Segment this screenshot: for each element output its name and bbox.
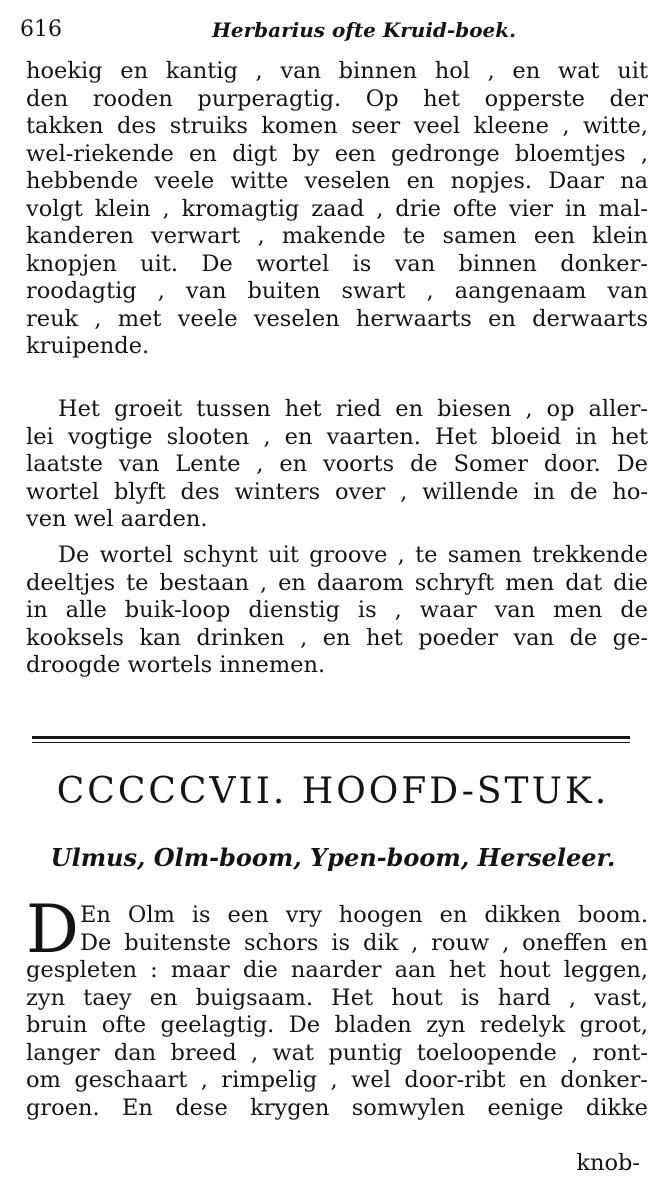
paragraph-virtues [26, 542, 648, 680]
plant-names: Ulmus, Olm-boom, Ypen-boom, Herseleer. [50, 843, 616, 872]
text-line: En Olm is een vry hoogen en dikken boom. [80, 902, 648, 928]
text-line: laatste van Lente , en voorts de Somer door. De [26, 451, 648, 477]
page-number: 616 [20, 17, 62, 42]
text-line: bruin ofte geelagtig. De bladen zyn redelyk groot, [26, 1012, 648, 1038]
catchword: knob- [576, 1150, 640, 1176]
chapter-heading: CCCCCVII. HOOFD-STUK. [56, 771, 610, 812]
text-line: reuk , met veele veselen herwaarts en derwaarts [26, 305, 648, 332]
text-line: roodagtig , van buiten swart , aangenaam van [26, 278, 648, 304]
text-line: hebbende veele witte veselen en nopjes. Daar na [26, 168, 648, 194]
text-line: lei vogtige slooten , en vaarten. Het bloeid in het [26, 423, 648, 450]
text-line: groen. En dese krygen somwylen eenige dikke [26, 1094, 648, 1121]
section-divider [32, 736, 630, 739]
text-line: den rooden purperagtig. Op het opperste der [26, 85, 648, 112]
text-line: kanderen verwart , makende te samen een klein [26, 223, 648, 249]
text-line: knopjen uit. De wortel is van binnen donker- [26, 250, 648, 277]
text-line: langer dan breed , wat puntig toeloopende , ront- [26, 1039, 648, 1066]
paragraph-ulmus [26, 891, 648, 1122]
paragraph-description [26, 58, 648, 361]
text-line: De wortel schynt uit groove , te samen trekkende [58, 542, 648, 568]
text-line: in alle buik-loop dienstig is , waar van men de [26, 597, 648, 623]
running-title: Herbarius ofte Kruid-boek. [212, 18, 517, 42]
text-line: volgt klein , kromagtig zaad , drie ofte vier in mal- [26, 195, 648, 222]
text-line: droogde wortels innemen. [26, 652, 326, 678]
text-line: wel-riekende en digt by een gedronge bloemtjes , [26, 140, 648, 167]
text-line: Het groeit tussen het ried en biesen , op aller- [58, 396, 648, 422]
text-line: hoekig en kantig , van binnen hol , en wat uit [26, 58, 648, 84]
text-line: gespleten : maar die naarder aan het hout leggen, [26, 957, 648, 983]
text-line: om geschaart , rimpelig , wel door-ribt en donker- [26, 1067, 648, 1093]
text-line: kooksels kan drinken , en het poeder van de ge- [26, 624, 648, 651]
text-line: zyn taey en buigsaam. Het hout is hard , vast, [26, 984, 648, 1011]
text-line: wortel blyft des winters over , willende in de ho- [26, 478, 648, 505]
text-line: De buitenste schors is dik , rouw , oneffen en [80, 929, 648, 956]
text-line: kruipende. [26, 333, 150, 359]
paragraph-habitat [26, 396, 648, 534]
text-line: ven wel aarden. [26, 506, 208, 532]
page-header [20, 14, 640, 46]
text-line: takken des struiks komen seer veel kleene , witte, [26, 113, 648, 139]
drop-cap: D [26, 891, 79, 968]
text-line: deeltjes te bestaan , en daarom schryft men dat die [26, 569, 648, 596]
